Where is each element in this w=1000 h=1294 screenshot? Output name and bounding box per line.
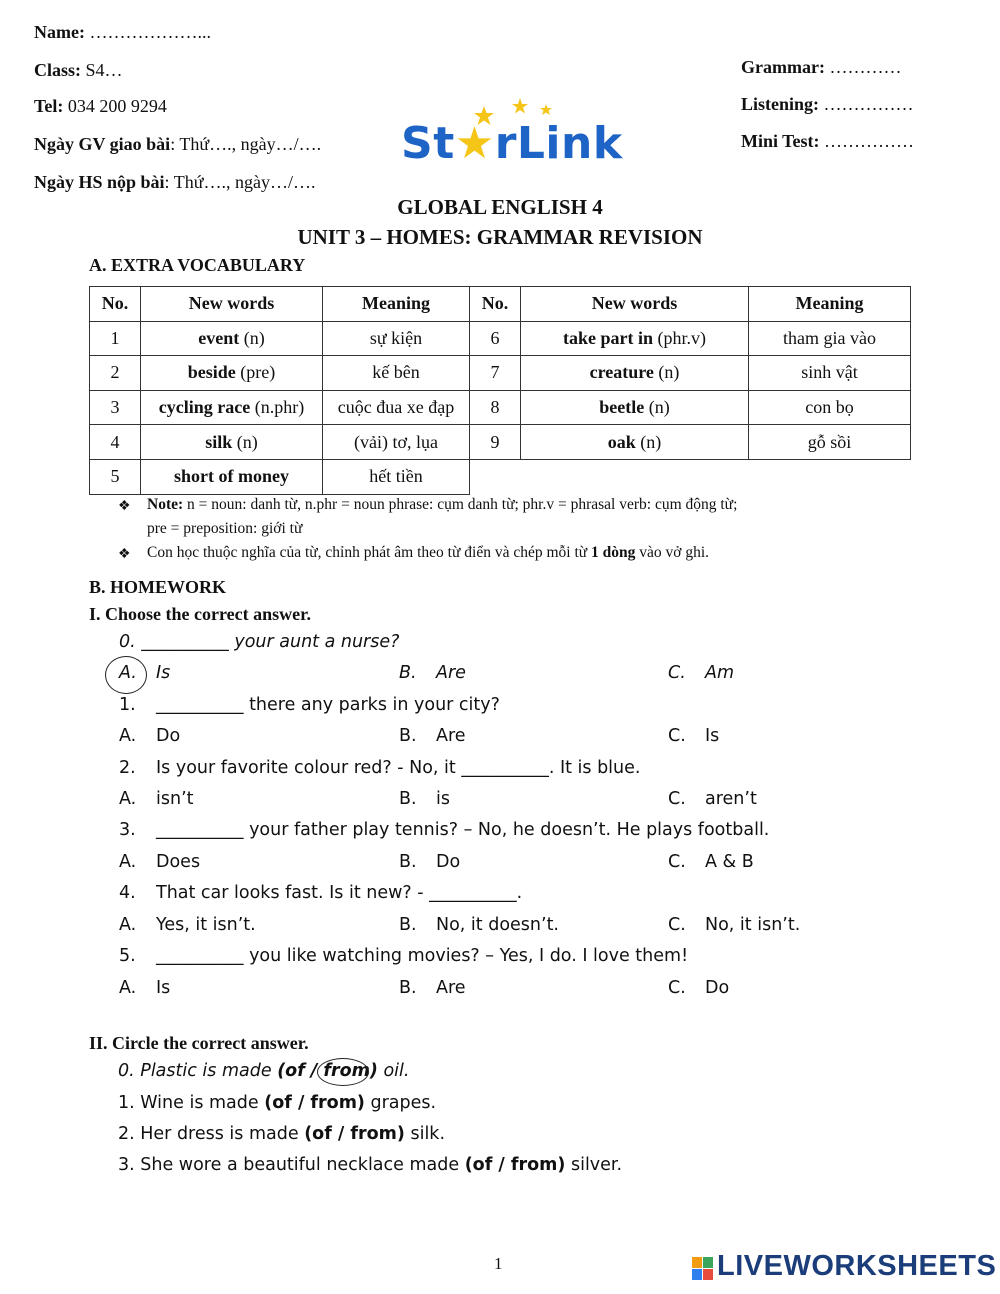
- option-c[interactable]: C. Am: [668, 663, 735, 683]
- question-4: 4. That car looks fast. Is it new? - __________.: [119, 883, 523, 903]
- table-row: 2 beside (pre) kế bên 7 creature (n) sinh vật: [90, 356, 911, 391]
- question-3: 3. __________ your father play tennis? – No, he doesn’t. He plays football.: [119, 820, 770, 840]
- class-line: Class: S4…: [34, 60, 123, 80]
- name-line: Name: ………………...: [34, 22, 211, 42]
- hs-date-line: Ngày HS nộp bài: Thứ…., ngày…/….: [34, 172, 316, 192]
- tip-line: Con học thuộc nghĩa của từ, chỉnh phát âm theo từ điển và chép mỗi từ 1 dòng vào vở ghi.: [147, 544, 710, 561]
- answer-circle: [105, 656, 171, 694]
- option-c[interactable]: C. aren’t: [668, 789, 757, 809]
- gv-date-line: Ngày GV giao bài: Thứ…., ngày…/….: [34, 134, 322, 154]
- option-a[interactable]: A. Is: [119, 663, 171, 683]
- question-0: 0. __________ your aunt a nurse?: [119, 632, 400, 652]
- part-ii-item-1: 1. Wine is made (of / from) grapes.: [118, 1093, 437, 1113]
- starlink-logo: St★rLink: [401, 118, 623, 169]
- col-header: New words: [521, 287, 749, 322]
- option-b[interactable]: B. Do: [399, 852, 461, 872]
- minitest-score: Mini Test: ……………: [741, 131, 915, 151]
- page-number: 1: [494, 1254, 503, 1273]
- question-2: 2. Is your favorite colour red? - No, it __________. It is blue.: [119, 758, 641, 778]
- note-line-2: pre = preposition: giới từ: [147, 520, 303, 537]
- option-b[interactable]: B. is: [399, 789, 450, 809]
- title-unit: UNIT 3 – HOMES: GRAMMAR REVISION: [297, 225, 703, 249]
- option-b[interactable]: B. Are: [399, 663, 466, 683]
- table-row: 5 short of money hết tiền: [90, 459, 911, 494]
- grammar-score: Grammar: …………: [741, 57, 902, 77]
- option-b[interactable]: B. Are: [399, 978, 466, 998]
- col-header: New words: [141, 287, 323, 322]
- col-header: No.: [90, 287, 141, 322]
- table-row: 3 cycling race (n.phr) cuộc đua xe đạp 8 beetle (n) con bọ: [90, 390, 911, 425]
- option-b[interactable]: B. No, it doesn’t.: [399, 915, 559, 935]
- bullet-diamond-icon: ❖: [118, 499, 131, 514]
- option-c[interactable]: C. Is: [668, 726, 720, 746]
- section-a-heading: A. EXTRA VOCABULARY: [89, 255, 306, 275]
- logo-star-icon: ★: [454, 118, 495, 169]
- part-ii-heading: II. Circle the correct answer.: [89, 1033, 309, 1053]
- listening-score: Listening: ……………: [741, 94, 914, 114]
- part-ii-item-2: 2. Her dress is made (of / from) silk.: [118, 1124, 446, 1144]
- option-a[interactable]: A. Does: [119, 852, 201, 872]
- choice-of-from[interactable]: (of / from): [464, 1155, 566, 1175]
- liveworksheets-watermark: LIVEWORKSHEETS: [717, 1250, 997, 1282]
- answer-circle: [317, 1058, 369, 1086]
- vocab-header-row: [90, 287, 911, 322]
- section-b-heading: B. HOMEWORK: [89, 577, 227, 597]
- title-course: GLOBAL ENGLISH 4: [397, 195, 603, 219]
- question-5: 5. __________ you like watching movies? – Yes, I do. I love them!: [119, 946, 689, 966]
- liveworksheets-logo-icon: [692, 1257, 714, 1281]
- question-1: 1. __________ there any parks in your city?: [119, 695, 500, 715]
- col-header: Meaning: [749, 287, 911, 322]
- option-a[interactable]: A. isn’t: [119, 789, 194, 809]
- table-row: 1 event (n) sự kiện 6 take part in (phr.v) tham gia vào: [90, 321, 911, 356]
- circled-choice: from): [323, 1061, 378, 1081]
- option-a[interactable]: A. Do: [119, 726, 181, 746]
- option-c[interactable]: C. No, it isn’t.: [668, 915, 801, 935]
- note-line: Note: n = noun: danh từ, n.phr = noun phrase: cụm danh từ; phr.v = phrasal verb: cụm động từ;: [147, 496, 738, 513]
- tel-line: Tel: 034 200 9294: [34, 96, 167, 116]
- bullet-diamond-icon: ❖: [118, 547, 131, 562]
- option-c[interactable]: C. Do: [668, 978, 730, 998]
- table-row: 4 silk (n) (vải) tơ, lụa 9 oak (n) gỗ sồi: [90, 425, 911, 460]
- col-header: Meaning: [323, 287, 470, 322]
- part-ii-example: 0. Plastic is made (of / from) oil.: [118, 1061, 409, 1081]
- option-b[interactable]: B. Are: [399, 726, 466, 746]
- option-a[interactable]: A. Is: [119, 978, 171, 998]
- part-i-heading: I. Choose the correct answer.: [89, 604, 311, 624]
- option-a[interactable]: A. Yes, it isn’t.: [119, 915, 256, 935]
- option-c[interactable]: C. A & B: [668, 852, 754, 872]
- col-header: No.: [470, 287, 521, 322]
- vocab-table: [89, 286, 911, 495]
- choice-of-from[interactable]: (of / from): [264, 1093, 365, 1113]
- choice-of-from[interactable]: (of / from): [304, 1124, 405, 1144]
- part-ii-item-3: 3. She wore a beautiful necklace made (of / from) silver.: [118, 1155, 623, 1175]
